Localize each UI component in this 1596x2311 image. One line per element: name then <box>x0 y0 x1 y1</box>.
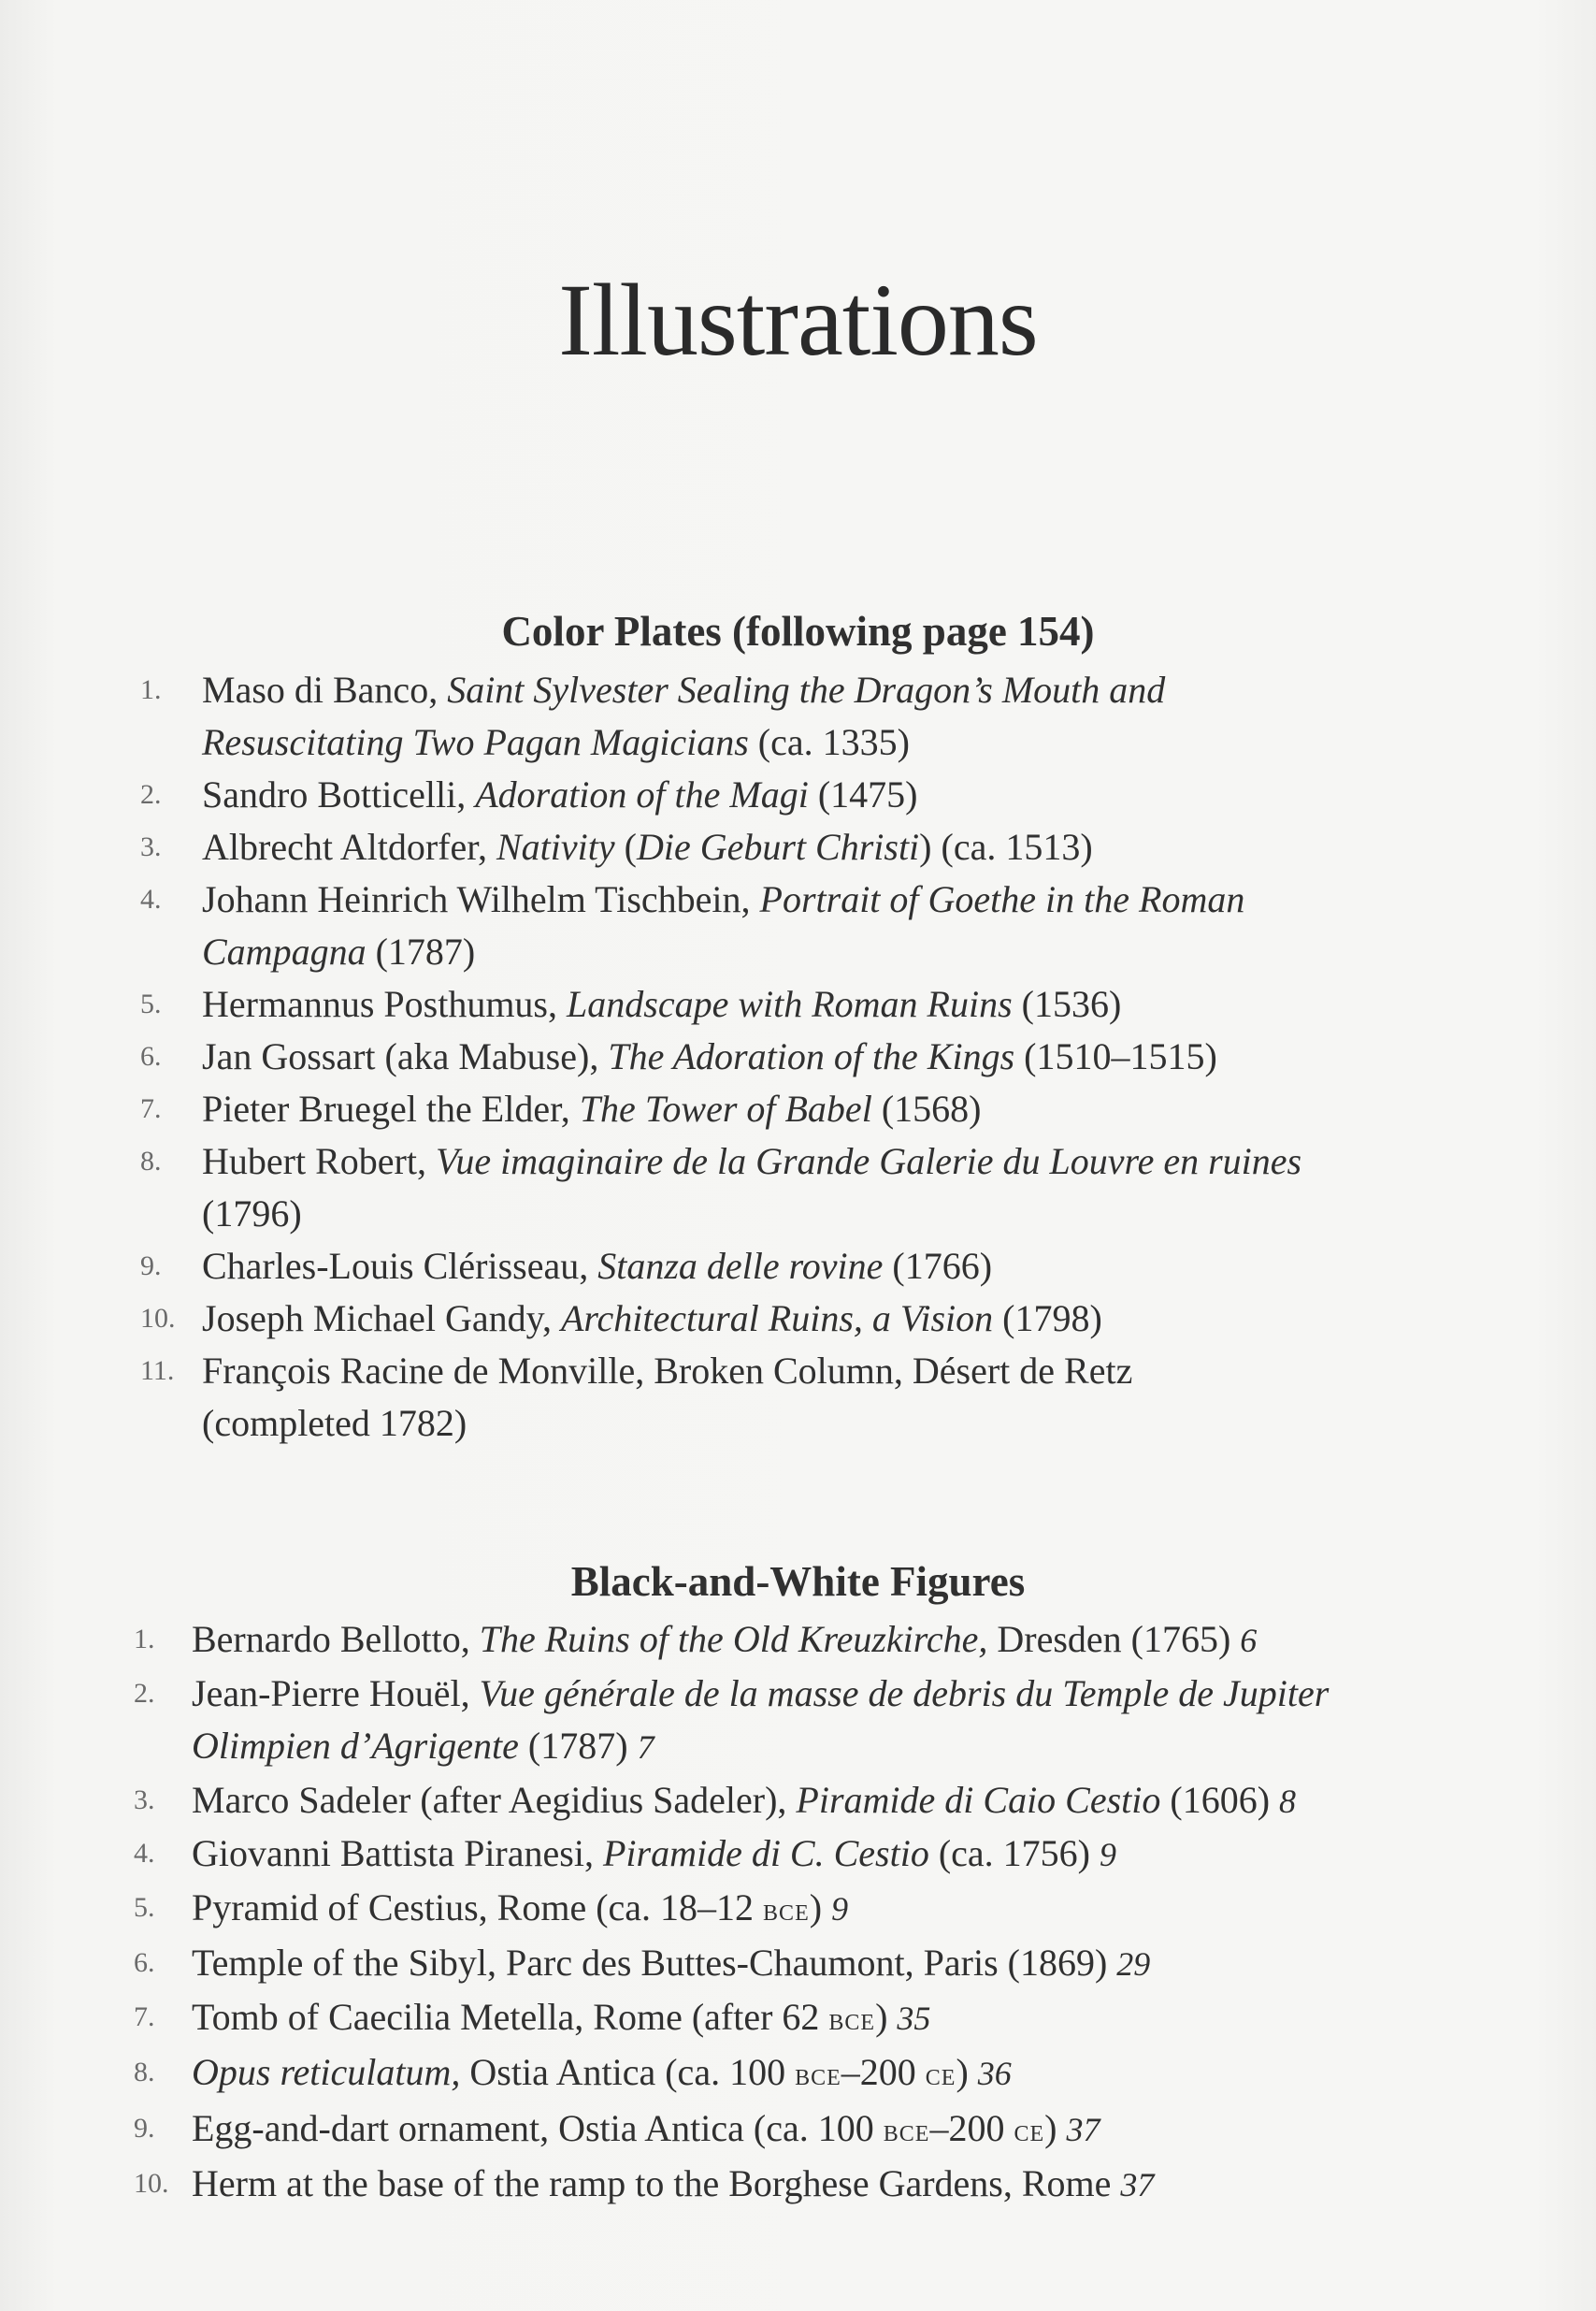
figure-entry <box>134 2158 1443 2212</box>
entry-text-segment: Hubert Robert, <box>202 1140 436 1182</box>
work-title: Campagna <box>202 931 367 973</box>
figure-entry-text <box>192 1613 1443 1668</box>
work-title: The Ruins of the Old Kreuzkirche, <box>479 1618 988 1660</box>
figure-entry-line <box>192 2046 1443 2102</box>
work-title: Vue générale de la masse de debris du Temple de Jupiter <box>479 1671 1330 1714</box>
plate-entry-number: 2. <box>140 779 162 810</box>
plate-entry-text <box>202 874 1402 978</box>
work-title: Vue imaginaire de la Grande Galerie du Louvre en ruines <box>435 1140 1302 1182</box>
entry-text-segment: Jean-Pierre Houël, <box>192 1671 480 1714</box>
work-title: The Adoration of the Kings <box>608 1035 1015 1077</box>
plate-entry-number: 6. <box>140 1041 162 1072</box>
page-number: 7 <box>637 1728 654 1766</box>
figure-entry-text <box>192 2158 1443 2212</box>
entry-text-segment: bce <box>883 2113 930 2148</box>
plate-entry <box>140 1293 1402 1345</box>
entry-text-segment: (1510–1515) <box>1014 1035 1217 1077</box>
work-title: Nativity <box>496 826 615 868</box>
entry-text-segment: Joseph Michael Gandy, <box>202 1297 561 1339</box>
work-title: Piramide di Caio Cestio <box>796 1778 1161 1821</box>
entry-text-segment: Marco Sadeler (after Aegidius Sadeler), <box>192 1778 797 1821</box>
figure-entry-number: 10. <box>134 2168 169 2199</box>
entry-text-segment: (1787) <box>518 1725 628 1767</box>
entry-text-segment: ) <box>875 1995 888 2038</box>
entry-text-segment: ce <box>925 2058 956 2092</box>
plate-entry <box>140 1083 1402 1135</box>
work-title: Architectural Ruins, a Vision <box>560 1297 994 1339</box>
plate-entry-text <box>202 1083 1402 1135</box>
entry-text-segment: Giovanni Battista Piranesi, <box>192 1832 603 1874</box>
plate-entry-line <box>202 1188 1402 1240</box>
figure-entry-number: 2. <box>134 1677 155 1709</box>
page-number: 29 <box>1116 1945 1151 1983</box>
entry-text-segment: Johann Heinrich Wilhelm Tischbein, <box>202 878 760 920</box>
plate-entry-line <box>202 1293 1402 1345</box>
entry-text-segment: François Racine de Monville, Broken Column, Désert de Retz <box>202 1350 1133 1392</box>
entry-text-segment: Herm at the base of the ramp to the Borghese Gardens, Rome <box>192 2162 1112 2204</box>
plate-entry-line <box>202 926 1402 978</box>
work-title: Landscape with Roman Ruins <box>567 983 1013 1025</box>
entry-text-segment: Pieter Bruegel the Elder, <box>202 1088 580 1130</box>
plate-entry-number: 4. <box>140 884 162 915</box>
entry-text-segment: bce <box>828 2001 876 2037</box>
plate-entry-number: 8. <box>140 1146 162 1177</box>
plate-entry <box>140 821 1402 874</box>
figure-entry-line <box>192 1882 1443 1938</box>
entry-text-segment: Maso di Banco, <box>202 669 448 711</box>
page-number: 9 <box>831 1889 849 1928</box>
figure-entry <box>134 1882 1443 1938</box>
plate-entry-text <box>202 769 1402 821</box>
figure-entry-number: 5. <box>134 1891 155 1923</box>
entry-text-segment: Bernardo Bellotto, <box>192 1618 480 1660</box>
figure-entry-text <box>192 1882 1443 1938</box>
entry-text-segment: ( <box>614 826 637 868</box>
figure-entry <box>134 1668 1443 1774</box>
bw-figures-heading: Black-and-White Figures <box>570 1558 1026 1606</box>
page-number: 36 <box>977 2055 1012 2092</box>
entry-text-segment: Albrecht Altdorfer, <box>202 826 496 868</box>
plate-entry-text <box>202 1293 1402 1345</box>
entry-text-segment: (completed 1782) <box>202 1402 467 1444</box>
figure-entry <box>134 1774 1443 1828</box>
work-title: Portrait of Goethe in the Roman <box>759 878 1245 920</box>
plate-entry-line <box>202 769 1402 821</box>
page-number: 37 <box>1120 2166 1155 2203</box>
work-title: The Tower of Babel <box>579 1088 872 1130</box>
bw-figures-list <box>134 1613 1443 2212</box>
figure-entry-text <box>192 2046 1443 2102</box>
plate-entry-text <box>202 1345 1402 1450</box>
entry-text-segment: Sandro Botticelli, <box>202 773 476 816</box>
figure-entry-number: 8. <box>134 2057 155 2087</box>
entry-text-segment: Hermannus Posthumus, <box>202 983 567 1025</box>
figure-entry <box>134 1937 1443 1991</box>
figure-entry-number: 4. <box>134 1838 155 1869</box>
page-number: 35 <box>897 1999 931 2037</box>
figure-entry-number: 9. <box>134 2112 155 2144</box>
entry-text-segment: (1787) <box>366 931 476 973</box>
plate-entry-text <box>202 1135 1402 1240</box>
entry-text-segment: (1606) <box>1160 1778 1271 1821</box>
plate-entry-text <box>202 664 1402 769</box>
plate-entry-line <box>202 821 1402 874</box>
work-title: Adoration of the Magi <box>475 773 809 816</box>
entry-text-segment: (ca. 1335) <box>748 721 910 763</box>
entry-text-segment: ) <box>1044 2106 1057 2149</box>
plate-entry-number: 5. <box>140 989 162 1019</box>
page-number: 37 <box>1066 2110 1100 2148</box>
plate-entry <box>140 664 1402 769</box>
figure-entry <box>134 2102 1443 2159</box>
work-title: Piramide di C. Cestio <box>602 1832 929 1874</box>
work-title: Saint Sylvester Sealing the Dragon’s Mouth and <box>447 669 1166 711</box>
entry-text-segment: ) <box>809 1885 823 1928</box>
work-title: Opus reticulatum, <box>192 2051 461 2093</box>
page-title: Illustrations <box>558 262 1038 377</box>
figure-entry-text <box>192 1668 1443 1774</box>
figure-entry-line <box>192 1937 1443 1991</box>
entry-text-segment: (ca. 1756) <box>928 1832 1090 1874</box>
plate-entry-line <box>202 874 1402 926</box>
entry-text-segment: (1568) <box>871 1088 982 1130</box>
entry-text-segment: Charles-Louis Clérisseau, <box>202 1245 598 1287</box>
figure-entry-line <box>192 1827 1443 1882</box>
figure-entry-line <box>192 1991 1443 2047</box>
figure-entry-number: 1. <box>134 1624 155 1654</box>
plate-entry-text <box>202 821 1402 874</box>
work-title: Resuscitating Two Pagan Magicians <box>202 721 749 763</box>
plate-entry-number: 9. <box>140 1250 162 1281</box>
figure-entry-line <box>192 1668 1443 1721</box>
entry-text-segment: Temple of the Sibyl, Parc des Buttes-Chaumont, Paris (1869) <box>192 1942 1108 1984</box>
plate-entry <box>140 1345 1402 1450</box>
plate-entry-line <box>202 1135 1402 1188</box>
plate-entry <box>140 1031 1402 1083</box>
entry-text-segment: (1536) <box>1012 983 1122 1025</box>
entry-text-segment: bce <box>795 2058 841 2092</box>
entry-text-segment: –200 <box>929 2106 1014 2149</box>
entry-text-segment: –200 <box>841 2051 926 2093</box>
plate-entry-line <box>202 978 1402 1031</box>
figure-entry-text <box>192 1937 1443 1991</box>
plate-entry <box>140 1135 1402 1240</box>
figure-entry-number: 6. <box>134 1947 155 1978</box>
figure-entry <box>134 1613 1443 1668</box>
page-number: 9 <box>1100 1836 1116 1873</box>
figure-entry-line <box>192 1613 1443 1668</box>
figure-entry-line <box>192 2102 1443 2159</box>
work-title: Die Geburt Christi <box>636 826 920 868</box>
page-number: 8 <box>1279 1782 1297 1820</box>
figure-entry-line <box>192 1720 1443 1774</box>
entry-text-segment: Egg-and-dart ornament, Ostia Antica (ca. 100 <box>192 2106 884 2149</box>
entry-text-segment: Pyramid of Cestius, Rome (ca. 18–12 <box>192 1885 764 1928</box>
plate-entry-text <box>202 1240 1402 1293</box>
plate-entry-line <box>202 716 1402 769</box>
entry-text-segment: (1766) <box>883 1245 993 1287</box>
color-plates-heading: Color Plates (following page 154) <box>501 608 1095 656</box>
entry-text-segment: ) (ca. 1513) <box>919 826 1093 868</box>
entry-text-segment: Tomb of Caecilia Metella, Rome (after 62 <box>192 1995 829 2038</box>
entry-text-segment: Jan Gossart (aka Mabuse), <box>202 1035 609 1077</box>
color-plates-list <box>140 664 1402 1450</box>
entry-text-segment: Ostia Antica (ca. 100 <box>460 2051 796 2093</box>
entry-text-segment: Dresden (1765) <box>987 1618 1231 1660</box>
plate-entry-number: 10. <box>140 1303 176 1334</box>
page-number: 6 <box>1240 1622 1258 1659</box>
entry-text-segment: (1798) <box>993 1297 1102 1339</box>
figure-entry-text <box>192 1827 1443 1882</box>
work-title: Olimpien d’Agrigente <box>192 1725 519 1767</box>
figure-entry-line <box>192 1774 1443 1828</box>
plate-entry-line <box>202 664 1402 716</box>
plate-entry-line <box>202 1031 1402 1083</box>
figure-entry-text <box>192 2102 1443 2159</box>
plate-entry-number: 11. <box>140 1355 175 1386</box>
figure-entry-number: 7. <box>134 2000 155 2032</box>
figure-entry-text <box>192 1774 1443 1828</box>
entry-text-segment: ) <box>956 2051 969 2093</box>
plate-entry <box>140 874 1402 978</box>
figure-entry-text <box>192 1991 1443 2047</box>
plate-entry <box>140 978 1402 1031</box>
plate-entry-number: 3. <box>140 831 162 862</box>
entry-text-segment: (1796) <box>202 1192 302 1235</box>
plate-entry-line <box>202 1240 1402 1293</box>
figure-entry <box>134 2046 1443 2102</box>
figure-entry-line <box>192 2158 1443 2212</box>
entry-text-segment: (1475) <box>808 773 918 816</box>
plate-entry-text <box>202 1031 1402 1083</box>
plate-entry-line <box>202 1083 1402 1135</box>
plate-entry <box>140 769 1402 821</box>
figure-entry <box>134 1827 1443 1882</box>
entry-text-segment: ce <box>1014 2113 1045 2148</box>
figure-entry-number: 3. <box>134 1784 155 1815</box>
figure-entry <box>134 1991 1443 2047</box>
plate-entry <box>140 1240 1402 1293</box>
plate-entry-line <box>202 1345 1402 1397</box>
entry-text-segment: bce <box>763 1892 810 1928</box>
plate-entry-text <box>202 978 1402 1031</box>
plate-entry-number: 1. <box>140 674 162 705</box>
plate-entry-line <box>202 1397 1402 1450</box>
work-title: Stanza delle rovine <box>597 1245 884 1287</box>
plate-entry-number: 7. <box>140 1093 162 1124</box>
